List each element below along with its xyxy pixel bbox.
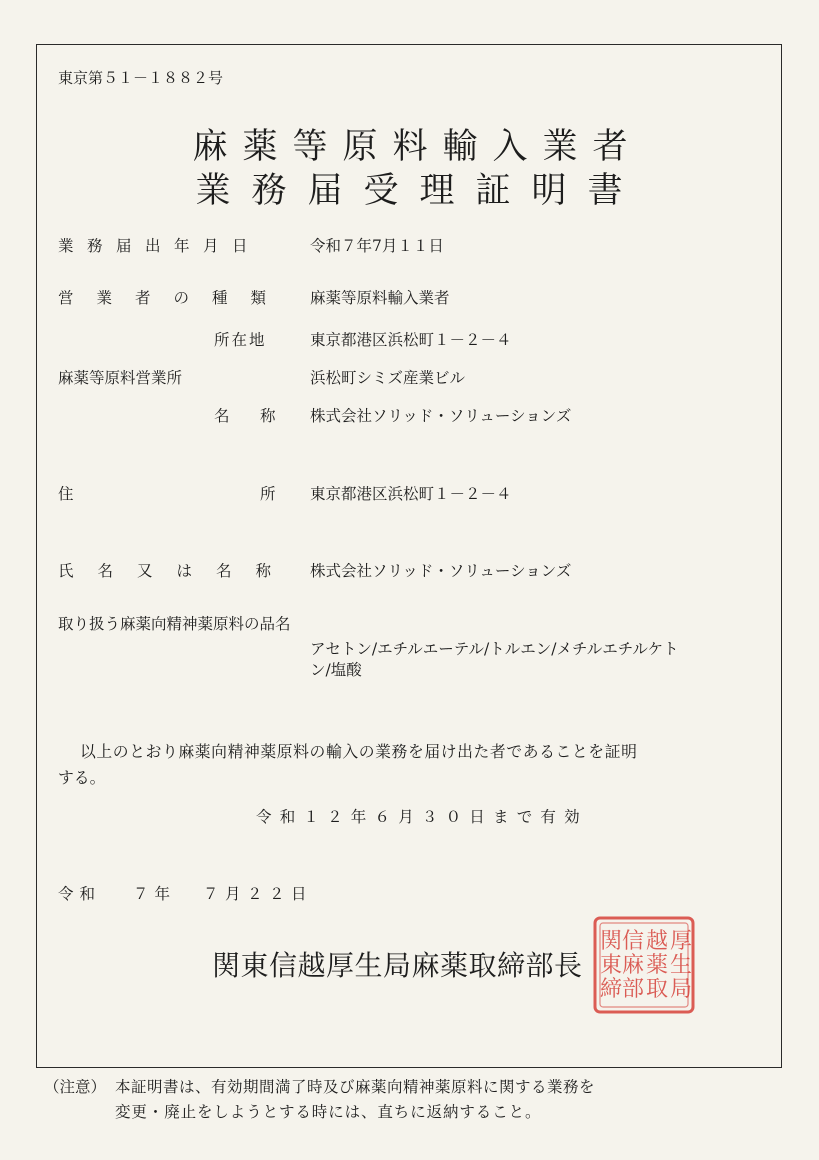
- address-value: 東京都港区浜松町１－２－４: [310, 485, 512, 503]
- official-seal: [592, 915, 696, 1015]
- footer-note-line-1: 本証明書は、有効期間満了時及び麻薬向精神薬原料に関する業務を: [115, 1078, 596, 1096]
- svg-text:麻: 麻: [622, 953, 645, 978]
- filing-date-label: 業務届出年月日: [58, 237, 262, 255]
- svg-text:関: 関: [600, 929, 623, 954]
- title-line-2: 業務届受理証明書: [195, 171, 644, 211]
- office-name-value: 株式会社ソリッド・ソリューションズ: [310, 407, 572, 425]
- validity-period: 令和１２年６月３０日まで有効: [256, 808, 588, 826]
- issue-date-era: 令和: [58, 885, 102, 903]
- items-label: 取り扱う麻薬向精神薬原料の品名: [58, 615, 291, 633]
- office-location-label: 所在地: [214, 331, 267, 349]
- footer-note-prefix: （注意）: [44, 1078, 107, 1096]
- office-group-label: 麻薬等原料営業所: [58, 369, 183, 387]
- address-label-1: 住: [58, 485, 74, 503]
- svg-text:締: 締: [600, 977, 623, 1002]
- office-name-label-1: 名: [214, 407, 230, 425]
- items-value-line-1: アセトン/エチルエーテル/トルエン/メチルエチルケト: [310, 640, 679, 658]
- name-value: 株式会社ソリッド・ソリューションズ: [310, 562, 572, 580]
- svg-text:局: 局: [670, 977, 693, 1002]
- svg-text:東: 東: [600, 953, 623, 978]
- issue-date-year: ７年: [133, 885, 177, 903]
- issue-date-month-day: ７月２２日: [203, 885, 314, 903]
- issuer-name: 関東信越厚生局麻薬取締部長: [212, 949, 583, 982]
- svg-text:部: 部: [622, 977, 645, 1002]
- svg-text:越: 越: [646, 929, 669, 954]
- statement-line-2: する。: [58, 768, 106, 787]
- items-value-line-2: ン/塩酸: [310, 661, 362, 679]
- office-name-label-2: 称: [260, 407, 276, 425]
- filing-date-value: 令和７年7月１１日: [310, 237, 444, 255]
- business-type-label: 営業者の種類: [58, 289, 290, 307]
- svg-text:厚: 厚: [670, 929, 693, 954]
- svg-text:信: 信: [622, 929, 645, 954]
- address-label-2: 所: [260, 485, 276, 503]
- svg-text:生: 生: [670, 953, 693, 978]
- certificate-number: 東京第５１－１８８２号: [58, 69, 224, 87]
- name-label: 氏名又は名称: [58, 562, 296, 580]
- svg-text:薬: 薬: [646, 953, 669, 978]
- office-building-value: 浜松町シミズ産業ビル: [310, 369, 466, 387]
- title-line-1: 麻薬等原料輸入業者: [192, 127, 643, 167]
- statement-line-1: 以上のとおり麻薬向精神薬原料の輸入の業務を届け出た者であることを証明: [80, 742, 638, 761]
- svg-text:取: 取: [646, 977, 669, 1002]
- office-location-value: 東京都港区浜松町１－２－４: [310, 331, 512, 349]
- footer-note-line-2: 変更・廃止をしようとする時には、直ちに返納すること。: [115, 1103, 542, 1121]
- business-type-value: 麻薬等原料輸入業者: [310, 289, 450, 307]
